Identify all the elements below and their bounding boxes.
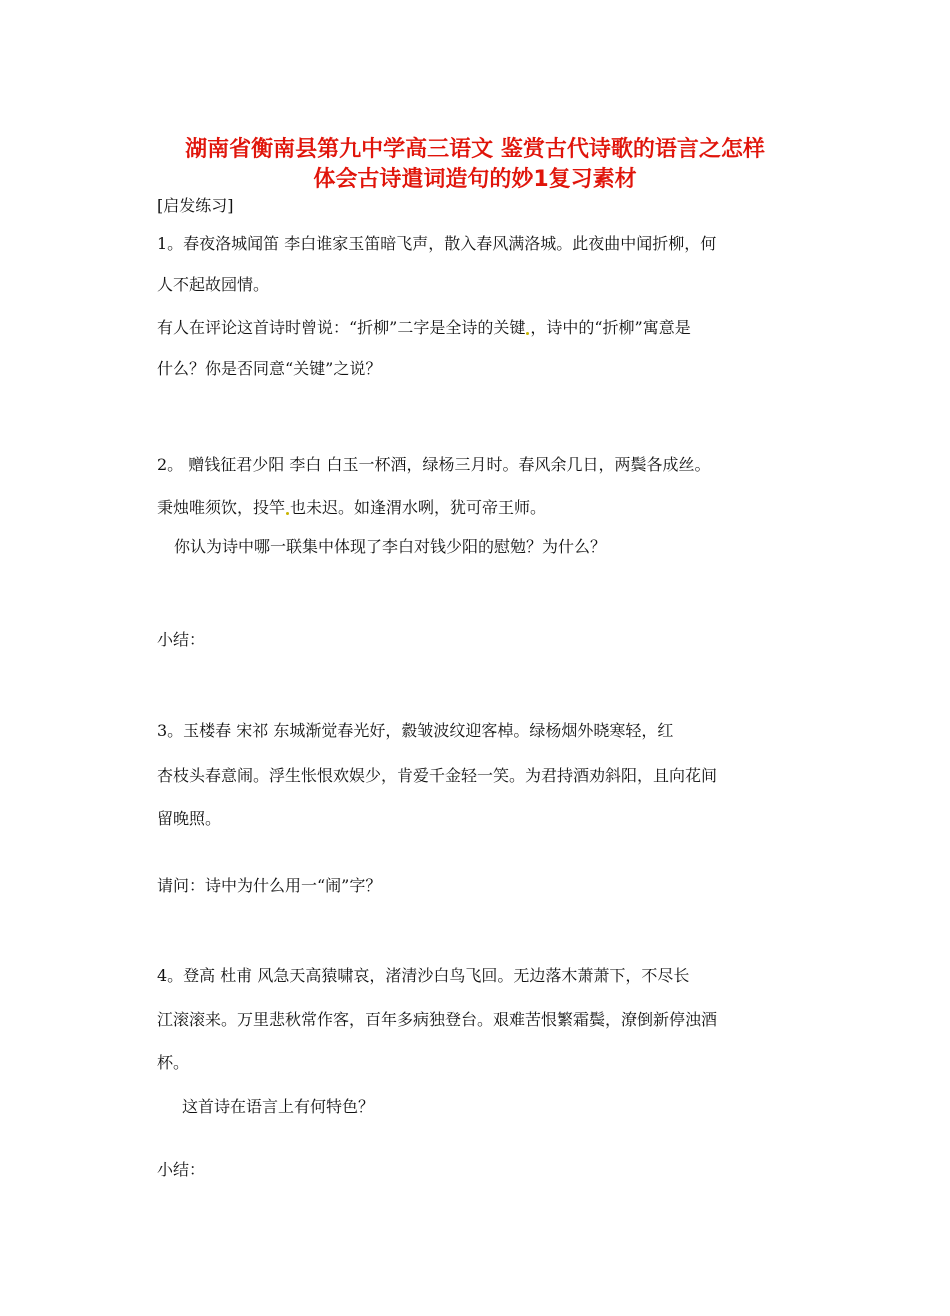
q4-poem-line-1: 4。登高 杜甫 风急天高猿啸哀，渚清沙白鸟飞回。无边落木萧萧下，不尽长 (157, 966, 690, 985)
q2-question: 你认为诗中哪一联集中体现了李白对钱少阳的慰勉？为什么？ (174, 537, 607, 556)
q1-poem-line-1: 1。春夜洛城闻笛 李白谁家玉笛暗飞声，散入春风满洛城。此夜曲中闻折柳，何 (157, 234, 717, 253)
section-label: [启发练习] (157, 196, 234, 215)
artifact-dot (286, 512, 289, 515)
artifact-dot (526, 332, 529, 335)
q1-poem-line-2: 人不起故园情。 (157, 275, 270, 294)
q1-question-line-1 (157, 318, 691, 338)
document-title-line-2: 体会古诗遣词造句的妙1复习素材 (313, 167, 637, 192)
q3-poem-line-1: 3。玉楼春 宋祁 东城渐觉春光好，縠皱波纹迎客棹。绿杨烟外晓寒轻，红 (157, 721, 674, 740)
q4-question: 这首诗在语言上有何特色？ (182, 1097, 375, 1116)
q3-poem-line-2: 杏枝头春意闹。浮生怅恨欢娱少，肯爱千金轻一笑。为君持酒劝斜阳，且向花间 (157, 766, 718, 785)
q2-summary-label: 小结： (157, 630, 206, 649)
document-title-line-1: 湖南省衡南县第九中学高三语文 鉴赏古代诗歌的语言之怎样 (185, 137, 765, 162)
q1-question-part-a: 有人在评论这首诗时曾说：“折柳”二字是全诗的关键 (157, 318, 526, 337)
q1-question-part-b: ，诗中的“折柳”寓意是 (530, 318, 691, 337)
q1-question-line-2: 什么？你是否同意“关键”之说？ (157, 359, 382, 378)
q2-poem-part-b: 也未迟。如逢渭水咧，犹可帝王师。 (290, 498, 547, 517)
q2-poem-part-a: 秉烛唯须饮，投竿 (157, 498, 286, 517)
q3-question: 请问：诗中为什么用一“闹”字？ (157, 876, 382, 895)
q4-poem-line-2: 江滚滚来。万里悲秋常作客，百年多病独登台。艰难苦恨繁霜鬓，潦倒新停浊酒 (157, 1010, 718, 1029)
q3-poem-line-3: 留晚照。 (157, 809, 222, 828)
q2-poem-line-1: 2。 赠钱征君少阳 李白 白玉一杯酒，绿杨三月时。春风余几日，两鬓各成丝。 (157, 455, 711, 474)
q4-summary-label: 小结： (157, 1160, 206, 1179)
q4-poem-line-3: 杯。 (157, 1053, 190, 1072)
q2-poem-line-2 (157, 498, 546, 518)
